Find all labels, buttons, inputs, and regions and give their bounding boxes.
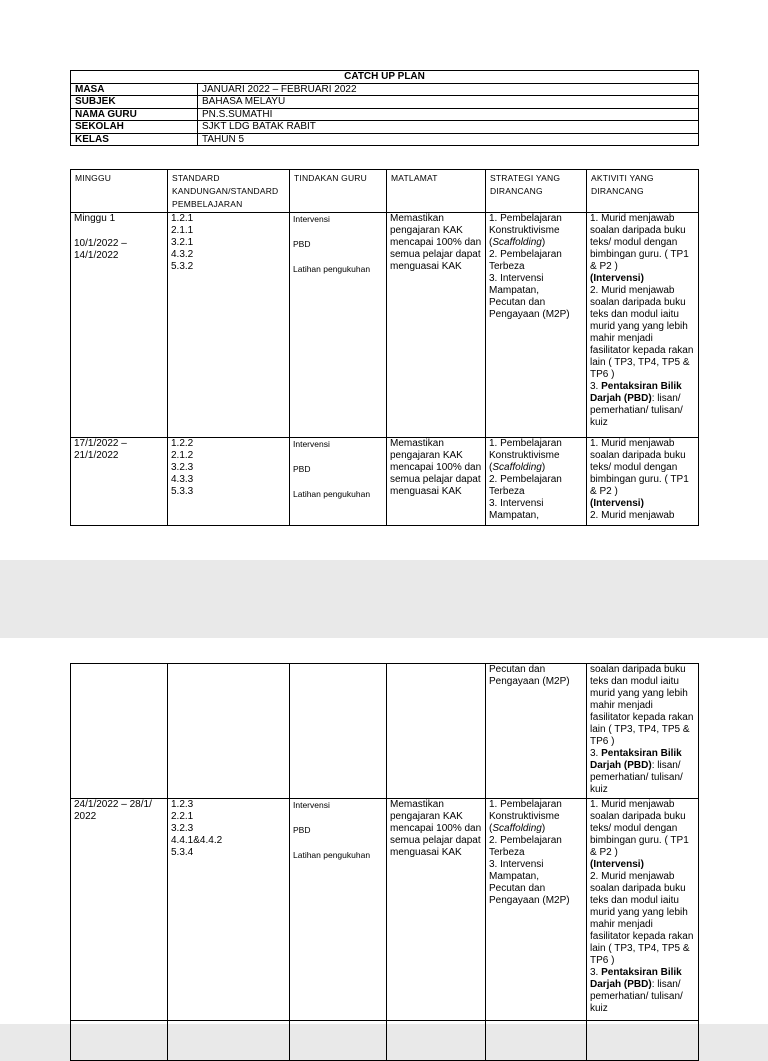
aktiviti-1-tag: (Intervensi)	[590, 859, 644, 870]
aktiviti-1-tag: (Intervensi)	[590, 498, 644, 509]
aktiviti-2: 2. Murid menjawab	[590, 285, 675, 296]
strategi-1: 1. Pembelajaran Konstruktivisme (	[489, 213, 562, 248]
strategi-2: 2. Pembelajaran Terbeza	[489, 249, 562, 272]
info-row	[71, 83, 699, 96]
standard-code: 4.3.2	[171, 249, 194, 260]
aktiviti-3-text: : lisan/ pemerhatian/ tulisan/ kuiz	[590, 760, 683, 795]
info-label: MASA	[71, 83, 198, 96]
standard-code: 1.2.2	[171, 438, 194, 449]
standard-code: 3.2.1	[171, 237, 194, 248]
strategi-3: 3. Intervensi Mampatan,	[489, 498, 544, 521]
strategi-1-close: )	[541, 462, 546, 473]
tindakan-latihan: Latihan pengukuhan	[293, 489, 371, 499]
standard-code: 3.2.3	[171, 462, 194, 473]
aktiviti-3-bold: Pentaksiran Bilik Darjah (PBD)	[590, 381, 682, 404]
info-label: NAMA GURU	[71, 108, 198, 121]
info-value: SJKT LDG BATAK RABIT	[198, 121, 699, 134]
strategi-3: 3. Intervensi Mampatan,	[489, 859, 544, 882]
info-row	[71, 96, 699, 109]
aktiviti-3-num: 3.	[590, 748, 602, 759]
aktiviti-3-text: : lisan/ pemerhatian/ tulisan/ kuiz	[590, 979, 683, 1014]
strategi-2: 2. Pembelajaran Terbeza	[489, 474, 562, 497]
column-header-row	[71, 170, 699, 213]
aktiviti-1: 1. Murid menjawab soalan daripada buku teks/ modul dengan bimbingan guru. ( TP1 & P2 )	[590, 438, 689, 497]
col-tindakan: TINDAKAN GURU	[290, 170, 387, 213]
col-minggu: MINGGU	[71, 170, 168, 213]
info-row	[71, 108, 699, 121]
aktiviti-3-num: 3.	[590, 967, 602, 978]
tindakan-intervensi: Intervensi	[293, 214, 330, 224]
standard-code: 3.2.3	[171, 823, 194, 834]
matlamat-text: Memastikan pengajaran KAK mencapai 100% dan semua pelajar dapat menguasai KAK	[387, 213, 486, 438]
standard-code: 4.4.1&4.4.2	[171, 835, 223, 846]
table-row	[71, 799, 699, 1021]
info-label: SUBJEK	[71, 96, 198, 109]
strategi-3b: Pecutan dan Pengayaan (M2P)	[489, 883, 570, 906]
strategi-3b: Pecutan dan Pengayaan (M2P)	[489, 297, 570, 320]
col-aktiviti: AKTIVITI YANG DIRANCANG	[587, 170, 699, 213]
tindakan-pbd: PBD	[293, 825, 311, 835]
standard-code: 2.2.1	[171, 811, 194, 822]
aktiviti-1: 1. Murid menjawab soalan daripada buku teks/ modul dengan bimbingan guru. ( TP1 & P2 )	[590, 799, 689, 858]
strategi-1: 1. Pembelajaran Konstruktivisme (	[489, 799, 562, 834]
week-dates: 10/1/2022 – 14/1/2022	[74, 238, 127, 261]
tindakan-pbd: PBD	[293, 464, 311, 474]
strategi-3b: Pecutan dan Pengayaan (M2P)	[489, 664, 570, 687]
strategi-1-italic: Scaffolding	[492, 823, 542, 834]
standard-code: 5.3.3	[171, 486, 194, 497]
strategi-1-close: )	[541, 237, 546, 248]
strategi-1-italic: Scaffolding	[492, 237, 542, 248]
col-standard: STANDARD KANDUNGAN/STANDARD PEMBELAJARAN	[168, 170, 290, 213]
aktiviti-2b: soalan daripada buku teks dan modul iaitu murid yang yang lebih mahir menjadi fasilitator kepada rakan lain ( TP3, TP4, TP5 & TP6 )	[590, 664, 694, 747]
info-value: BAHASA MELAYU	[198, 96, 699, 109]
info-table	[70, 70, 699, 146]
standard-code: 4.3.3	[171, 474, 194, 485]
plan-table-page-2	[70, 663, 699, 1061]
info-value: TAHUN 5	[198, 133, 699, 146]
aktiviti-2: 2. Murid menjawab	[590, 871, 675, 882]
strategi-1-close: )	[541, 823, 546, 834]
info-value: PN.S.SUMATHI	[198, 108, 699, 121]
info-label: KELAS	[71, 133, 198, 146]
tindakan-intervensi: Intervensi	[293, 439, 330, 449]
table-row	[71, 438, 699, 526]
aktiviti-3-bold: Pentaksiran Bilik Darjah (PBD)	[590, 748, 682, 771]
strategi-1-italic: Scaffolding	[492, 462, 542, 473]
table-row	[71, 213, 699, 438]
aktiviti-3-bold: Pentaksiran Bilik Darjah (PBD)	[590, 967, 682, 990]
standard-code: 1.2.1	[171, 213, 194, 224]
aktiviti-2b: soalan daripada buku teks dan modul iaitu murid yang yang lebih mahir menjadi fasilitator kepada rakan lain ( TP3, TP4, TP5 & TP6 )	[590, 883, 694, 966]
strategi-1: 1. Pembelajaran Konstruktivisme (	[489, 438, 562, 473]
standard-code: 5.3.4	[171, 847, 194, 858]
standard-code: 1.2.3	[171, 799, 194, 810]
info-row	[71, 133, 699, 146]
matlamat-text: Memastikan pengajaran KAK mencapai 100% dan semua pelajar dapat menguasai KAK	[387, 799, 486, 1021]
tindakan-latihan: Latihan pengukuhan	[293, 264, 371, 274]
aktiviti-3-text: : lisan/ pemerhatian/ tulisan/ kuiz	[590, 393, 683, 428]
plan-title: CATCH UP PLAN	[71, 71, 699, 84]
tindakan-intervensi: Intervensi	[293, 800, 330, 810]
strategi-2: 2. Pembelajaran Terbeza	[489, 835, 562, 858]
col-strategi: STRATEGI YANG DIRANCANG	[486, 170, 587, 213]
aktiviti-3-num: 3.	[590, 381, 602, 392]
info-value: JANUARI 2022 – FEBRUARI 2022	[198, 83, 699, 96]
table-row	[71, 1021, 699, 1061]
info-row	[71, 121, 699, 134]
col-matlamat: MATLAMAT	[387, 170, 486, 213]
plan-table-page-1	[70, 169, 699, 526]
standard-code: 2.1.1	[171, 225, 194, 236]
info-label: SEKOLAH	[71, 121, 198, 134]
page-2	[0, 638, 768, 1024]
standard-code: 2.1.2	[171, 450, 194, 461]
week-dates: 17/1/2022 – 21/1/2022	[74, 438, 127, 461]
week-label: Minggu 1	[74, 213, 116, 224]
standard-code: 5.3.2	[171, 261, 194, 272]
aktiviti-1-tag: (Intervensi)	[590, 273, 644, 284]
matlamat-text: Memastikan pengajaran KAK mencapai 100% dan semua pelajar dapat menguasai KAK	[387, 438, 486, 526]
aktiviti-2: 2. Murid menjawab	[590, 510, 675, 521]
week-dates: 24/1/2022 – 28/1/ 2022	[74, 799, 152, 822]
aktiviti-1: 1. Murid menjawab soalan daripada buku teks/ modul dengan bimbingan guru. ( TP1 & P2 )	[590, 213, 689, 272]
tindakan-latihan: Latihan pengukuhan	[293, 850, 371, 860]
aktiviti-2b: soalan daripada buku teks dan modul iaitu murid yang yang lebih mahir menjadi fasilitator kepada rakan lain ( TP3, TP4, TP5 & TP6 )	[590, 297, 694, 380]
table-row	[71, 664, 699, 799]
tindakan-pbd: PBD	[293, 239, 311, 249]
strategi-3: 3. Intervensi Mampatan,	[489, 273, 544, 296]
